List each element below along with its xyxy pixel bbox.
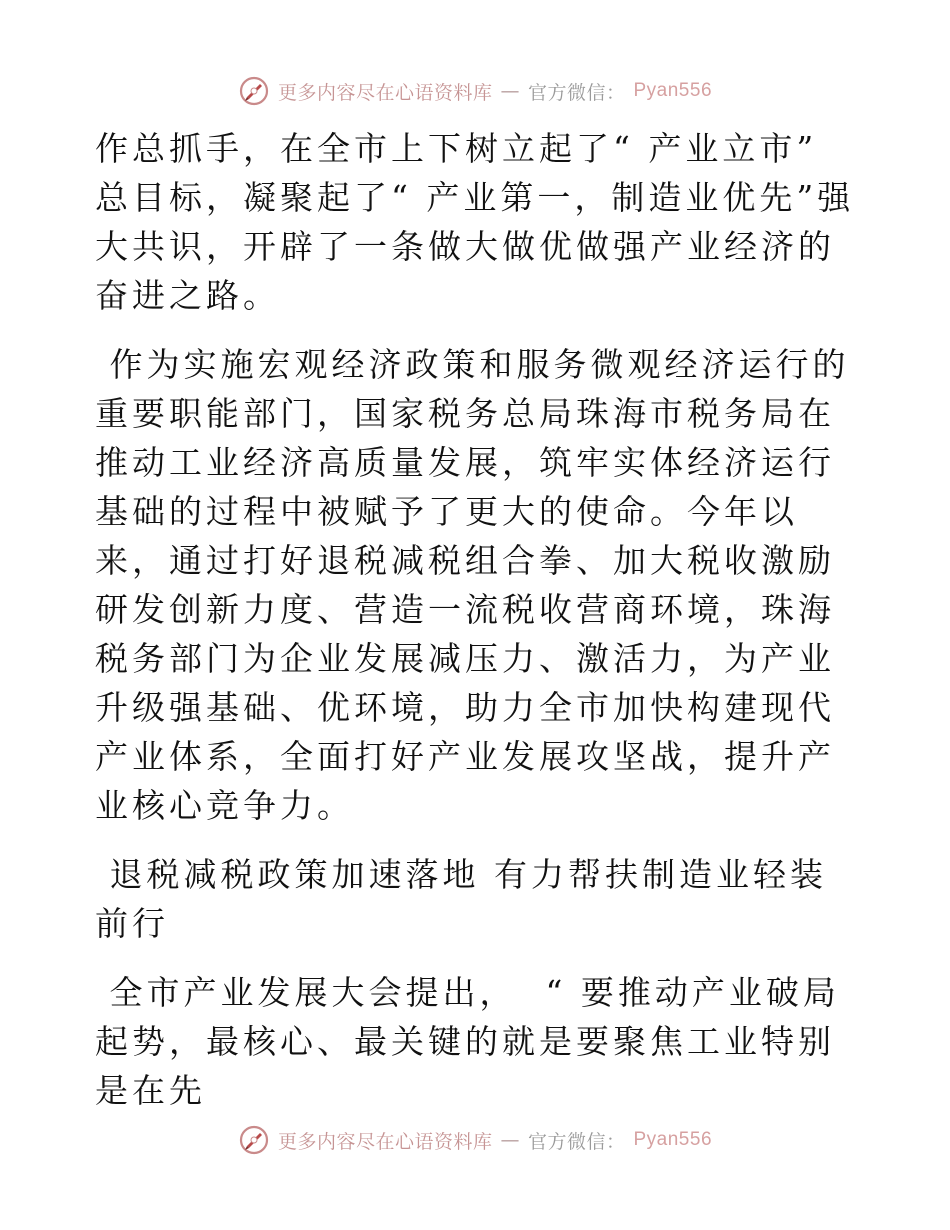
- paragraph-3: 全市产业发展大会提出， “ 要推动产业破局起势，最核心、最关键的就是要聚焦工业特别是在先: [95, 973, 840, 1110]
- watermark-id: Pyan556: [633, 1129, 713, 1150]
- document-body: [95, 124, 855, 1115]
- paragraph-2: 作为实施宏观经济政策和服务微观经济运行的重要职能部门，国家税务总局珠海市税务局在推动工业经济高质量发展，筑牢实体经济运行基础的过程中被赋予了更大的使命。今年以来，通过打好退税减税组合拳、加大税收激励研发创新力度、营造一流税收营商环境，珠海税务部门为企业发展减压力、激活力，为产业升级强基础、优环境，助力全市加快构建现代产业体系，全面打好产业发展攻坚战，提升产业核心竞争力。: [95, 345, 850, 825]
- header-watermark: [0, 71, 950, 111]
- pen-logo-icon: [238, 75, 270, 107]
- watermark-dash: —: [500, 80, 520, 102]
- watermark-id: Pyan556: [633, 80, 713, 101]
- watermark-sub-text: 官方微信：: [527, 1130, 626, 1153]
- pen-logo-icon: [238, 1124, 270, 1156]
- paragraph-1: 作总抓手，在全市上下树立起了“ 产业立市” 总目标，凝聚起了“ 产业第一，制造业优先”强大共识，开辟了一条做大做优做强产业经济的奋进之路。: [95, 129, 855, 315]
- watermark-main-text: 更多内容尽在心语资料库: [277, 1130, 493, 1153]
- section-heading: 退税减税政策加速落地 有力帮扶制造业轻装前行: [95, 855, 827, 943]
- watermark-sub-text: 官方微信：: [527, 81, 626, 104]
- watermark-main-text: 更多内容尽在心语资料库: [277, 81, 493, 104]
- watermark-dash: —: [500, 1129, 520, 1151]
- footer-watermark: [0, 1120, 950, 1160]
